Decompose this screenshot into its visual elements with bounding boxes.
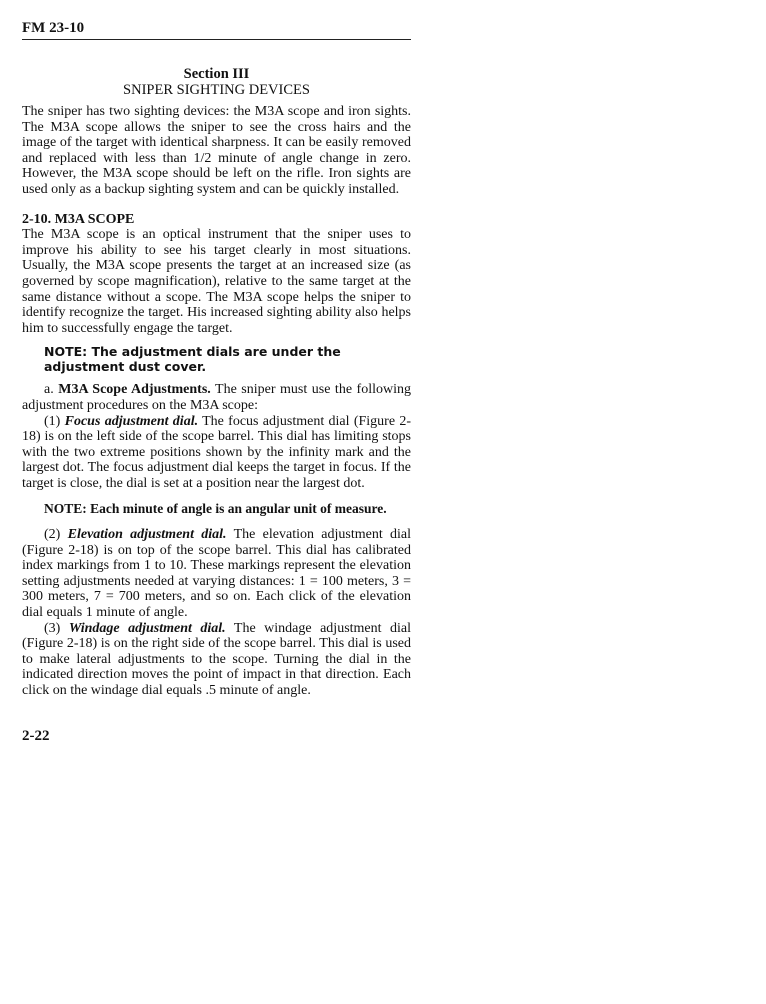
windage-number: (3) [44, 620, 69, 636]
elevation-paragraph [22, 527, 411, 621]
adjustments-title: M3A Scope Adjustments. [58, 382, 211, 398]
note-minute-of-angle: NOTE: Each minute of angle is an angular unit of measure. [44, 501, 387, 517]
windage-paragraph [22, 621, 411, 699]
elevation-title: Elevation adjustment dial. [67, 527, 227, 543]
adjustments-paragraph [22, 382, 411, 413]
note-adjustment-dials: NOTE: The adjustment dials are under the adjustment dust cover. [44, 344, 341, 375]
focus-paragraph [22, 414, 411, 492]
elevation-number: (2) [44, 527, 68, 543]
windage-title: Windage adjustment dial. [68, 620, 226, 636]
focus-number: (1) [44, 413, 65, 429]
scope-paragraph: The M3A scope is an optical instrument that the sniper uses to improve his ability to see his target clearly in most situations. Usually, the M3A scope presents the target at an increased size (as governed by scope magnification), relative to the same target at the same distance without a scope. The M3A scope helps the sniper to identify recognize the target. His increased sighting ability also helps him to successfully engage the target. [22, 227, 411, 336]
page-number: 2-22 [22, 728, 50, 744]
section-number: Section III [183, 66, 250, 82]
intro-paragraph: The sniper has two sighting devices: the M3A scope and iron sights. The M3A scope allows the sniper to see the cross hairs and the image of the target with identical sharpness. It can be easily removed and replaced with less than 1/2 minute of angle change in zero. However, the M3A scope should be left on the rifle. Iron sights are used only as a backup sighting system and can be quickly installed. [22, 104, 411, 197]
elevation-text: The elevation adjustment dial (Figure 2-18) is on top of the scope barrel. This dial has calibrated index markings from 1 to 10. These markings represent the elevation setting adjustments needed at varying distances: 1 = 100 meters, 3 = 300 meters, 7 = 700 meters, and so on. Each click of the elevation dial equals 1 minute of angle. [22, 527, 412, 621]
section-title: SNIPER SIGHTING DEVICES [123, 82, 310, 98]
scope-heading: 2-10. M3A SCOPE [22, 211, 135, 227]
page-header [22, 20, 411, 40]
focus-text: The focus adjustment dial (Figure 2-18) is on the left side of the scope barrel. This dial has limiting stops with the two extreme positions shown by the infinity mark and the largest dot. The focus adjustment dial keeps the target in focus. If the target is close, the dial is set at a position near the largest dot. [22, 413, 411, 491]
adjustments-prefix: a. [44, 382, 59, 398]
adjustments-text: The sniper must use the following adjustment procedures on the M3A scope: [22, 382, 411, 413]
section-heading [22, 66, 411, 98]
windage-text: The windage adjustment dial (Figure 2-18) is on the right side of the scope barrel. This dial is used to make lateral adjustments to the scope. Turning the dial in the indicated direction moves the point of impact in that direction. Each click on the windage dial equals .5 minute of angle. [22, 620, 412, 698]
page-content [22, 66, 411, 699]
focus-title: Focus adjustment dial. [64, 413, 199, 429]
manual-number: FM 23-10 [22, 20, 85, 36]
